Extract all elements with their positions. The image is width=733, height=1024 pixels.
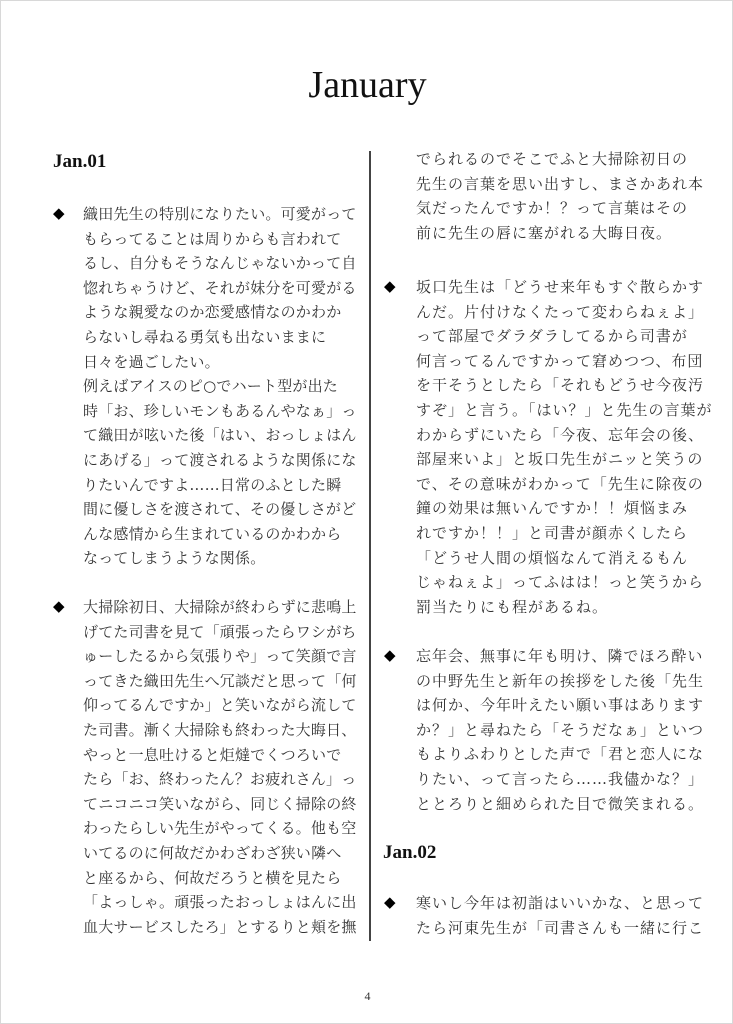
text-line: るし、自分もそうなんじゃないかって自 [83,254,357,273]
entry-jan01-4 [416,644,716,816]
text-line: りたい、って言ったら……我儘かな？」 [416,769,705,788]
text-line: 大掃除初日、大掃除が終わらずに悲鳴上 [83,598,357,616]
text-line: らないし尋ねる勇気も出ないままに [83,327,327,346]
entry-jan01-2 [83,595,363,939]
diamond-bullet-icon: ◆ [53,597,65,615]
text-line: 仰ってるんですか」と笑いながら流して [83,696,357,715]
text-line: 鐘の効果は無いんですか！！煩悩まみ [416,499,689,518]
text-line: やっと一息吐けると炬燵でくつろいで [83,745,342,764]
text-line: たら河東先生が「司書さんも一緒に行こ [416,918,705,937]
text-line: にあげる」って渡されるような関係にな [83,450,357,469]
text-line: 例えばアイスのピ○でハート型が出た [83,377,338,396]
text-line: もよりふわりとした声で「君と恋人にな [416,745,705,764]
text-line: でられるのでそこでふと大掃除初日の [416,150,689,168]
text-line: か？」と尋ねたら「そうだなぁ」といつ [416,720,705,739]
diamond-bullet-icon: ◆ [53,204,65,222]
text-line: 時「お、珍しいモンもあるんやなぁ」っ [83,401,357,420]
text-line: わからずにいたら「今夜、忘年会の後、 [416,425,705,444]
text-line: ってきた織田先生へ冗談だと思って「何 [83,671,357,690]
text-line: げてた司書を見て「頑張ったらワシがち [83,622,357,641]
diamond-bullet-icon: ◆ [384,646,396,664]
text-line: んだ。片付けなくたって変わらねぇよ」 [416,302,705,321]
text-line: たら「お、終わったん？お疲れさん」っ [83,770,357,789]
section-heading-jan01: Jan.01 [53,151,107,172]
text-line: んな感情から生まれているのかわから [83,524,342,543]
text-line: じゃねぇよ」ってふはは！っと笑うから [416,573,705,592]
text-line: れですか！！」と司書が顔赤くしたら [416,523,689,542]
entry-continuation [416,147,716,245]
text-line: 日々を過ごしたい。 [83,352,220,371]
text-line: ゅーしたるから気張りや」って笑顔で言 [83,647,357,666]
text-line: の中野先生と新年の挨拶をした後「先生 [416,671,705,690]
text-line: 「よっしゃ。頑張ったおっしょはんに出 [83,893,357,912]
section-heading-jan02: Jan.02 [383,842,437,863]
text-line: って部屋でダラダラしてるから司書が [416,327,688,346]
text-line: と座るから、何故だろうと横を見たら [83,868,342,887]
text-line: 間に優しさを渡されて、その優しさがど [83,500,357,519]
text-line: なってしまうような関係。 [83,549,266,568]
text-line: いてるのに何故だかわざわざ狭い隣へ [83,843,342,862]
text-line: ような親愛なのか恋愛感情なのかわか [83,303,342,322]
text-line: 部屋来いよ」と坂口先生がニッと笑うの [416,450,704,469]
page-title: January [308,64,427,106]
text-line: 前に先生の唇に塞がれる大晦日夜。 [416,223,673,242]
text-line: 坂口先生は「どうせ来年もすぐ散らかす [416,278,705,296]
entry-jan02-1 [416,891,716,940]
text-line: を干そうとしたら「それもどうせ今夜汚 [416,376,705,395]
text-line: もらってることは周りからも言われて [83,229,342,248]
text-line: 何言ってるんですかって窘めつつ、布団 [416,351,704,370]
text-line: た司書。漸く大掃除も終わった大晦日、 [83,720,357,739]
text-line: 罰当たりにも程があるね。 [416,597,609,616]
entry-jan01-1 [83,202,363,571]
text-line: 寒いし今年は初詣はいいかな、と思って [416,894,705,912]
text-line: 織田先生の特別になりたい。可愛がって [83,205,357,223]
diamond-bullet-icon: ◆ [384,277,396,295]
diamond-bullet-icon: ◆ [384,893,396,911]
text-line: 惚れちゃうけど、それが妹分を可愛がる [83,278,357,297]
text-line: ととろりと細められた目で微笑まれる。 [416,794,705,813]
text-line: て織田が呟いた後「はい、おっしょはん [83,426,357,445]
page-number: 4 [364,989,371,1003]
text-line: わったらしい先生がやってくる。他も空 [83,819,357,838]
column-divider [369,151,371,941]
text-line: 先生の言葉を思い出すし、まさかあれ本 [416,174,705,193]
text-line: りたいんですよ……日常のふとした瞬 [83,475,342,494]
text-line: 血大サービスしたろ」とするりと頬を撫 [83,917,357,936]
text-line: で、その意味がわかって「先生に除夜の [416,474,704,493]
text-line: 忘年会、無事に年も明け、隣でほろ酔い [416,647,704,665]
entry-jan01-3 [416,275,716,619]
text-line: すぞ」と言う。「はい？」と先生の言葉が [416,400,713,419]
text-line: は何か、今年叶えたい願い事はあります [416,696,705,715]
text-line: てニコニコ笑いながら、同じく掃除の終 [83,794,357,813]
text-line: 気だったんですか！？って言葉はその [416,199,689,218]
text-line: 「どうせ人間の煩悩なんて消えるもん [416,548,689,567]
